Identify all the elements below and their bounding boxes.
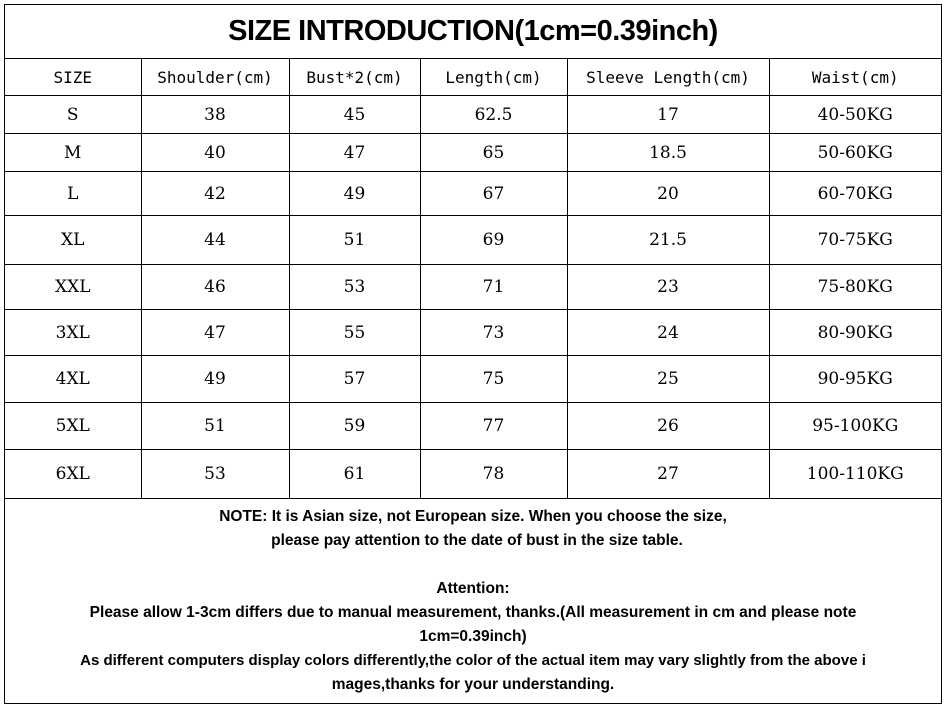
header-size: SIZE	[5, 59, 141, 96]
cell-shoulder: 38	[141, 96, 289, 134]
header-length: Length(cm)	[420, 59, 567, 96]
cell-bust: 47	[289, 134, 420, 172]
cell-sleeve-length: 23	[567, 265, 769, 310]
cell-size: 3XL	[5, 310, 141, 356]
cell-shoulder: 53	[141, 450, 289, 499]
cell-bust: 59	[289, 403, 420, 450]
cell-length: 75	[420, 356, 567, 403]
cell-size: 5XL	[5, 403, 141, 450]
attention-text-line: As different computers display colors differently,the color of the actual item may vary slightly from the above i	[80, 652, 866, 669]
cell-shoulder: 46	[141, 265, 289, 310]
attention-text-line: 1cm=0.39inch)	[419, 628, 527, 645]
header-sleeve-length: Sleeve Length(cm)	[567, 59, 769, 96]
cell-shoulder: 40	[141, 134, 289, 172]
table-row	[5, 96, 941, 134]
cell-waist: 60-70KG	[769, 172, 941, 216]
table-row	[5, 134, 941, 172]
cell-waist: 80-90KG	[769, 310, 941, 356]
cell-shoulder: 51	[141, 403, 289, 450]
cell-sleeve-length: 24	[567, 310, 769, 356]
cell-size: 4XL	[5, 356, 141, 403]
header-bust: Bust*2(cm)	[289, 59, 420, 96]
cell-length: 77	[420, 403, 567, 450]
attention-text-line: Please allow 1-3cm differs due to manual measurement, thanks.(All measurement in cm and please note	[89, 604, 857, 621]
header-waist: Waist(cm)	[769, 59, 941, 96]
table-row	[5, 450, 941, 499]
cell-bust: 61	[289, 450, 420, 499]
table-row	[5, 216, 941, 265]
cell-waist: 100-110KG	[769, 450, 941, 499]
size-chart	[4, 4, 942, 704]
cell-shoulder: 44	[141, 216, 289, 265]
cell-waist: 90-95KG	[769, 356, 941, 403]
cell-bust: 55	[289, 310, 420, 356]
cell-shoulder: 42	[141, 172, 289, 216]
table-header-row	[5, 59, 941, 96]
cell-length: 71	[420, 265, 567, 310]
note-text-line: NOTE: It is Asian size, not European size. When you choose the size,	[219, 508, 727, 525]
table-row	[5, 356, 941, 403]
cell-size: L	[5, 172, 141, 216]
cell-size: S	[5, 96, 141, 134]
cell-length: 78	[420, 450, 567, 499]
cell-shoulder: 49	[141, 356, 289, 403]
cell-size: M	[5, 134, 141, 172]
size-table	[5, 59, 941, 499]
attention-text-line: mages,thanks for your understanding.	[331, 676, 615, 693]
cell-size: XXL	[5, 265, 141, 310]
cell-bust: 53	[289, 265, 420, 310]
cell-length: 67	[420, 172, 567, 216]
header-shoulder: Shoulder(cm)	[141, 59, 289, 96]
cell-sleeve-length: 26	[567, 403, 769, 450]
chart-title: SIZE INTRODUCTION(1cm=0.39inch)	[5, 5, 941, 59]
note-text-line: please pay attention to the date of bust in the size table.	[271, 532, 683, 549]
cell-bust: 49	[289, 172, 420, 216]
cell-waist: 95-100KG	[769, 403, 941, 450]
cell-sleeve-length: 21.5	[567, 216, 769, 265]
cell-sleeve-length: 18.5	[567, 134, 769, 172]
cell-waist: 70-75KG	[769, 216, 941, 265]
cell-size: 6XL	[5, 450, 141, 499]
cell-sleeve-length: 27	[567, 450, 769, 499]
cell-waist: 40-50KG	[769, 96, 941, 134]
table-row	[5, 310, 941, 356]
cell-bust: 51	[289, 216, 420, 265]
cell-sleeve-length: 25	[567, 356, 769, 403]
cell-length: 62.5	[420, 96, 567, 134]
cell-sleeve-length: 17	[567, 96, 769, 134]
cell-waist: 50-60KG	[769, 134, 941, 172]
cell-shoulder: 47	[141, 310, 289, 356]
notes-section	[5, 505, 941, 697]
cell-sleeve-length: 20	[567, 172, 769, 216]
cell-size: XL	[5, 216, 141, 265]
table-row	[5, 265, 941, 310]
table-row	[5, 403, 941, 450]
cell-bust: 45	[289, 96, 420, 134]
attention-heading: Attention:	[436, 580, 510, 597]
table-row	[5, 172, 941, 216]
cell-waist: 75-80KG	[769, 265, 941, 310]
cell-length: 69	[420, 216, 567, 265]
cell-length: 65	[420, 134, 567, 172]
cell-length: 73	[420, 310, 567, 356]
cell-bust: 57	[289, 356, 420, 403]
